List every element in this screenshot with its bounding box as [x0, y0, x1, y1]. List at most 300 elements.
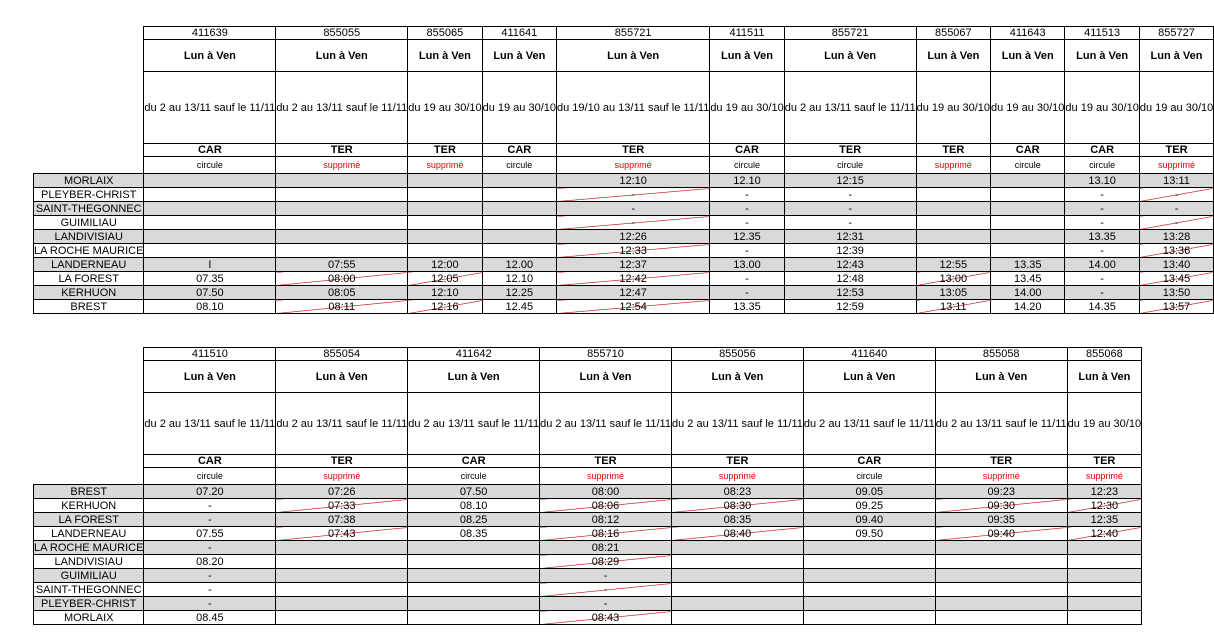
departure-time: 08:23 [671, 485, 803, 499]
departure-time: - [557, 188, 710, 202]
header-spacer [34, 72, 144, 144]
station-name: SAINT-THEGONNEC [34, 583, 144, 597]
train-number: 855065 [408, 27, 482, 40]
departure-time [276, 555, 408, 569]
train-number: 855056 [671, 348, 803, 361]
departure-time [144, 188, 276, 202]
departure-time: 08:06 [540, 499, 672, 513]
train-period: du 2 au 13/11 sauf le 11/11 [144, 72, 276, 144]
train-status: circule [144, 468, 276, 485]
train-period: du 2 au 13/11 sauf le 11/11 [540, 393, 672, 455]
departure-time [482, 230, 556, 244]
departure-time: 12:33 [557, 244, 710, 258]
station-row [34, 258, 1214, 272]
departure-time [482, 202, 556, 216]
train-status: circule [1065, 157, 1139, 174]
station-name: GUIMILIAU [34, 216, 144, 230]
departure-time: 13:45 [1139, 272, 1213, 286]
departure-time [935, 541, 1067, 555]
departure-time [482, 188, 556, 202]
departure-time [144, 230, 276, 244]
train-status: circule [144, 157, 276, 174]
departure-time [803, 597, 935, 611]
train-period: du 19 au 30/10 [991, 72, 1065, 144]
train-days: Lun à Ven [557, 40, 710, 72]
departure-time: 07.50 [144, 286, 276, 300]
departure-time: 09.40 [803, 513, 935, 527]
departure-time [482, 174, 556, 188]
departure-time: 14.00 [1065, 258, 1139, 272]
departure-time [916, 174, 990, 188]
departure-time: 12.35 [710, 230, 784, 244]
train-number: 855068 [1067, 348, 1141, 361]
train-status: supprimé [540, 468, 672, 485]
departure-time: 12:53 [784, 286, 916, 300]
departure-time: 12.10 [710, 174, 784, 188]
station-name: LA FOREST [34, 272, 144, 286]
departure-time [671, 611, 803, 625]
station-row [34, 188, 1214, 202]
station-row [34, 597, 1142, 611]
train-days: Lun à Ven [991, 40, 1065, 72]
train-type: TER [671, 455, 803, 468]
train-days: Lun à Ven [1065, 40, 1139, 72]
header-spacer [34, 455, 144, 468]
train-period: du 2 au 13/11 sauf le 11/11 [276, 72, 408, 144]
departure-time: 09:30 [935, 499, 1067, 513]
departure-time: - [1065, 216, 1139, 230]
station-row [34, 513, 1142, 527]
departure-time [935, 555, 1067, 569]
departure-time [408, 188, 482, 202]
train-days: Lun à Ven [482, 40, 556, 72]
departure-time: 12:31 [784, 230, 916, 244]
station-name: LANDIVISIAU [34, 555, 144, 569]
departure-time: - [144, 541, 276, 555]
train-period: du 19 au 30/10 [408, 72, 482, 144]
train-period: du 19 au 30/10 [1065, 72, 1139, 144]
train-days: Lun à Ven [408, 361, 540, 393]
station-row [34, 300, 1214, 314]
train-period: du 19/10 au 13/11 sauf le 11/11 [557, 72, 710, 144]
departure-time [1067, 555, 1141, 569]
departure-time: 07:26 [276, 485, 408, 499]
departure-time [803, 611, 935, 625]
departure-time: 13:11 [916, 300, 990, 314]
departure-time: 08:40 [671, 527, 803, 541]
train-days: Lun à Ven [916, 40, 990, 72]
departure-time: 08:16 [540, 527, 672, 541]
departure-time [671, 541, 803, 555]
departure-time: 12:55 [916, 258, 990, 272]
departure-time: 08.45 [144, 611, 276, 625]
departure-time: - [557, 216, 710, 230]
departure-time: 08.25 [408, 513, 540, 527]
departure-time: - [144, 583, 276, 597]
departure-time: - [710, 286, 784, 300]
departure-time: 13.35 [991, 258, 1065, 272]
train-days: Lun à Ven [408, 40, 482, 72]
departure-time [276, 583, 408, 597]
departure-time: - [1139, 188, 1213, 202]
departure-time [916, 244, 990, 258]
departure-time [935, 569, 1067, 583]
departure-time: 09.25 [803, 499, 935, 513]
train-status: supprimé [276, 157, 408, 174]
departure-time: - [1065, 272, 1139, 286]
departure-time: - [1065, 188, 1139, 202]
station-row [34, 541, 1142, 555]
departure-time: 12:23 [1067, 485, 1141, 499]
station-row [34, 202, 1214, 216]
departure-time [803, 569, 935, 583]
departure-time: - [540, 597, 672, 611]
station-row [34, 569, 1142, 583]
station-name: LA ROCHE MAURICE [34, 244, 144, 257]
departure-time [276, 244, 408, 258]
train-status: circule [803, 468, 935, 485]
departure-time [916, 188, 990, 202]
departure-time: - [540, 583, 672, 597]
station-row [34, 230, 1214, 244]
departure-time [991, 174, 1065, 188]
departure-time: 12:26 [557, 230, 710, 244]
train-period: du 2 au 13/11 sauf le 11/11 [408, 393, 540, 455]
departure-time: - [144, 597, 276, 611]
departure-time: 12:54 [557, 300, 710, 314]
departure-time [935, 611, 1067, 625]
train-period: du 2 au 13/11 sauf le 11/11 [784, 72, 916, 144]
departure-time: 08.35 [408, 527, 540, 541]
departure-time: 13:11 [1139, 174, 1213, 188]
departure-time [408, 230, 482, 244]
departure-time: 12:05 [408, 272, 482, 286]
station-name: GUIMILIAU [34, 569, 144, 583]
train-status: supprimé [1139, 157, 1213, 174]
header-spacer [34, 468, 144, 485]
departure-time: 12.10 [482, 272, 556, 286]
timetable-brest-morlaix [33, 347, 1142, 625]
departure-time: 13:57 [1139, 300, 1213, 314]
train-type: TER [916, 144, 990, 157]
departure-time [144, 202, 276, 216]
train-number: 855710 [540, 348, 672, 361]
departure-time [408, 569, 540, 583]
departure-time [144, 244, 276, 258]
train-period: du 2 au 13/11 sauf le 11/11 [803, 393, 935, 455]
departure-time [803, 583, 935, 597]
header-spacer [34, 393, 144, 455]
train-status: supprimé [408, 157, 482, 174]
station-row [34, 216, 1214, 230]
departure-time [276, 611, 408, 625]
station-name: LA FOREST [34, 513, 144, 527]
departure-time: 12:16 [408, 300, 482, 314]
train-days: Lun à Ven [144, 40, 276, 72]
train-status: supprimé [1067, 468, 1141, 485]
departure-time [408, 597, 540, 611]
departure-time: 07:55 [276, 258, 408, 272]
train-period: du 2 au 13/11 sauf le 11/11 [276, 393, 408, 455]
station-row [34, 611, 1142, 625]
departure-time: - [784, 202, 916, 216]
train-status: circule [710, 157, 784, 174]
station-name: MORLAIX [34, 174, 144, 188]
departure-time [935, 597, 1067, 611]
departure-time: 08.10 [408, 499, 540, 513]
train-type: CAR [144, 455, 276, 468]
train-period: du 19 au 30/10 [1139, 72, 1213, 144]
train-type: TER [784, 144, 916, 157]
departure-time [991, 216, 1065, 230]
departure-time: - [1065, 202, 1139, 216]
departure-time: 09.05 [803, 485, 935, 499]
departure-time [144, 174, 276, 188]
departure-time: 13.10 [1065, 174, 1139, 188]
departure-time: - [1065, 286, 1139, 300]
train-status: circule [482, 157, 556, 174]
train-number: 411641 [482, 27, 556, 40]
train-days: Lun à Ven [144, 361, 276, 393]
train-number: 855054 [276, 348, 408, 361]
train-type: TER [540, 455, 672, 468]
header-spacer [34, 144, 144, 157]
departure-time: I [144, 258, 276, 272]
station-name: LA ROCHE MAURICE [34, 541, 144, 554]
departure-time: - [144, 499, 276, 513]
train-days: Lun à Ven [1067, 361, 1141, 393]
departure-time [408, 611, 540, 625]
departure-time: 08:11 [276, 300, 408, 314]
departure-time [803, 555, 935, 569]
departure-time: 12:47 [557, 286, 710, 300]
departure-time: 13:28 [1139, 230, 1213, 244]
departure-time: 08:00 [540, 485, 672, 499]
departure-time [144, 216, 276, 230]
train-number: 411643 [991, 27, 1065, 40]
station-name: BREST [34, 300, 144, 314]
departure-time [671, 569, 803, 583]
departure-time [276, 569, 408, 583]
departure-time [408, 555, 540, 569]
station-row [34, 583, 1142, 597]
departure-time [276, 202, 408, 216]
train-number: 411642 [408, 348, 540, 361]
departure-time [276, 174, 408, 188]
departure-time: 07.55 [144, 527, 276, 541]
departure-time: - [540, 569, 672, 583]
train-type: TER [1067, 455, 1141, 468]
train-days: Lun à Ven [276, 40, 408, 72]
departure-time: - [710, 244, 784, 258]
station-row [34, 527, 1142, 541]
departure-time: - [710, 188, 784, 202]
departure-time [276, 188, 408, 202]
departure-time: 13:00 [916, 272, 990, 286]
station-name: MORLAIX [34, 611, 144, 625]
train-days: Lun à Ven [540, 361, 672, 393]
departure-time: 07.20 [144, 485, 276, 499]
train-type: CAR [144, 144, 276, 157]
station-row [34, 272, 1214, 286]
header-spacer [34, 27, 144, 40]
departure-time: - [710, 202, 784, 216]
departure-time: 12:35 [1067, 513, 1141, 527]
departure-time: 13:36 [1139, 244, 1213, 258]
departure-time: - [1139, 202, 1213, 216]
departure-time: 12.45 [482, 300, 556, 314]
train-number: 855058 [935, 348, 1067, 361]
train-number: 855055 [276, 27, 408, 40]
train-status: supprimé [557, 157, 710, 174]
station-row [34, 174, 1214, 188]
train-period: du 2 au 13/11 sauf le 11/11 [935, 393, 1067, 455]
departure-time [991, 188, 1065, 202]
station-name: SAINT-THEGONNEC [34, 202, 144, 216]
departure-time: 09:35 [935, 513, 1067, 527]
train-period: du 19 au 30/10 [710, 72, 784, 144]
departure-time: 07.50 [408, 485, 540, 499]
departure-time: 13.35 [710, 300, 784, 314]
train-days: Lun à Ven [710, 40, 784, 72]
train-status: supprimé [671, 468, 803, 485]
departure-time [408, 583, 540, 597]
train-number: 855067 [916, 27, 990, 40]
departure-time: 13:05 [916, 286, 990, 300]
departure-time [408, 216, 482, 230]
header-spacer [34, 157, 144, 174]
train-type: TER [276, 455, 408, 468]
departure-time: - [1065, 244, 1139, 258]
departure-time: 08:05 [276, 286, 408, 300]
departure-time: 12:59 [784, 300, 916, 314]
departure-time: - [784, 216, 916, 230]
departure-time: 14.35 [1065, 300, 1139, 314]
train-period: du 19 au 30/10 [916, 72, 990, 144]
departure-time: 07:33 [276, 499, 408, 513]
train-type: CAR [803, 455, 935, 468]
departure-time: 09:23 [935, 485, 1067, 499]
train-number: 411511 [710, 27, 784, 40]
departure-time [803, 541, 935, 555]
header-spacer [34, 361, 144, 393]
departure-time: - [710, 272, 784, 286]
header-spacer [34, 40, 144, 72]
departure-time: - [1139, 216, 1213, 230]
train-number: 411639 [144, 27, 276, 40]
departure-time [1067, 583, 1141, 597]
departure-time [276, 541, 408, 555]
station-name: PLEYBER-CHRIST [34, 188, 144, 202]
station-name: LANDERNEAU [34, 527, 144, 541]
departure-time [671, 597, 803, 611]
train-type: CAR [1065, 144, 1139, 157]
departure-time: 08:43 [540, 611, 672, 625]
departure-time [991, 202, 1065, 216]
departure-time [408, 174, 482, 188]
train-type: TER [408, 144, 482, 157]
departure-time: 09.50 [803, 527, 935, 541]
header-spacer [34, 348, 144, 361]
station-row [34, 244, 1214, 258]
departure-time: 08.20 [144, 555, 276, 569]
train-type: TER [935, 455, 1067, 468]
station-name: LANDIVISIAU [34, 230, 144, 244]
departure-time: 12:15 [784, 174, 916, 188]
departure-time [935, 583, 1067, 597]
departure-time [671, 555, 803, 569]
departure-time: 07:43 [276, 527, 408, 541]
station-row [34, 499, 1142, 513]
departure-time: 12:37 [557, 258, 710, 272]
train-period: du 19 au 30/10 [1067, 393, 1141, 455]
train-days: Lun à Ven [671, 361, 803, 393]
departure-time: 08:00 [276, 272, 408, 286]
departure-time: 08:12 [540, 513, 672, 527]
departure-time [671, 583, 803, 597]
departure-time: - [784, 188, 916, 202]
departure-time: 14.00 [991, 286, 1065, 300]
train-status: circule [784, 157, 916, 174]
station-name: LANDERNEAU [34, 258, 144, 272]
train-days: Lun à Ven [784, 40, 916, 72]
station-name: BREST [34, 485, 144, 499]
train-status: supprimé [916, 157, 990, 174]
departure-time [408, 202, 482, 216]
train-days: Lun à Ven [1139, 40, 1213, 72]
departure-time: 12:43 [784, 258, 916, 272]
departure-time [482, 244, 556, 258]
departure-time: 08:29 [540, 555, 672, 569]
departure-time: 13.45 [991, 272, 1065, 286]
departure-time: - [710, 216, 784, 230]
train-status: circule [408, 468, 540, 485]
departure-time: 12:30 [1067, 499, 1141, 513]
departure-time: 08:21 [540, 541, 672, 555]
train-type: CAR [408, 455, 540, 468]
departure-time [408, 541, 540, 555]
departure-time [482, 216, 556, 230]
departure-time [276, 230, 408, 244]
train-type: CAR [482, 144, 556, 157]
train-number: 855727 [1139, 27, 1213, 40]
departure-time: - [557, 202, 710, 216]
departure-time: 12.00 [482, 258, 556, 272]
train-period: du 2 au 13/11 sauf le 11/11 [144, 393, 276, 455]
departure-time [276, 597, 408, 611]
train-status: supprimé [276, 468, 408, 485]
departure-time [991, 244, 1065, 258]
station-name: KERHUON [34, 499, 144, 513]
departure-time: 07:38 [276, 513, 408, 527]
departure-time: 12:40 [1067, 527, 1141, 541]
departure-time [1067, 569, 1141, 583]
train-period: du 19 au 30/10 [482, 72, 556, 144]
train-status: circule [991, 157, 1065, 174]
departure-time [1067, 611, 1141, 625]
departure-time: 13.00 [710, 258, 784, 272]
station-name: PLEYBER-CHRIST [34, 597, 144, 611]
train-type: TER [1139, 144, 1213, 157]
departure-time: 12.25 [482, 286, 556, 300]
departure-time: 12:00 [408, 258, 482, 272]
train-number: 855721 [557, 27, 710, 40]
train-type: CAR [991, 144, 1065, 157]
departure-time: 12:42 [557, 272, 710, 286]
train-type: TER [276, 144, 408, 157]
train-number: 411510 [144, 348, 276, 361]
departure-time [991, 230, 1065, 244]
